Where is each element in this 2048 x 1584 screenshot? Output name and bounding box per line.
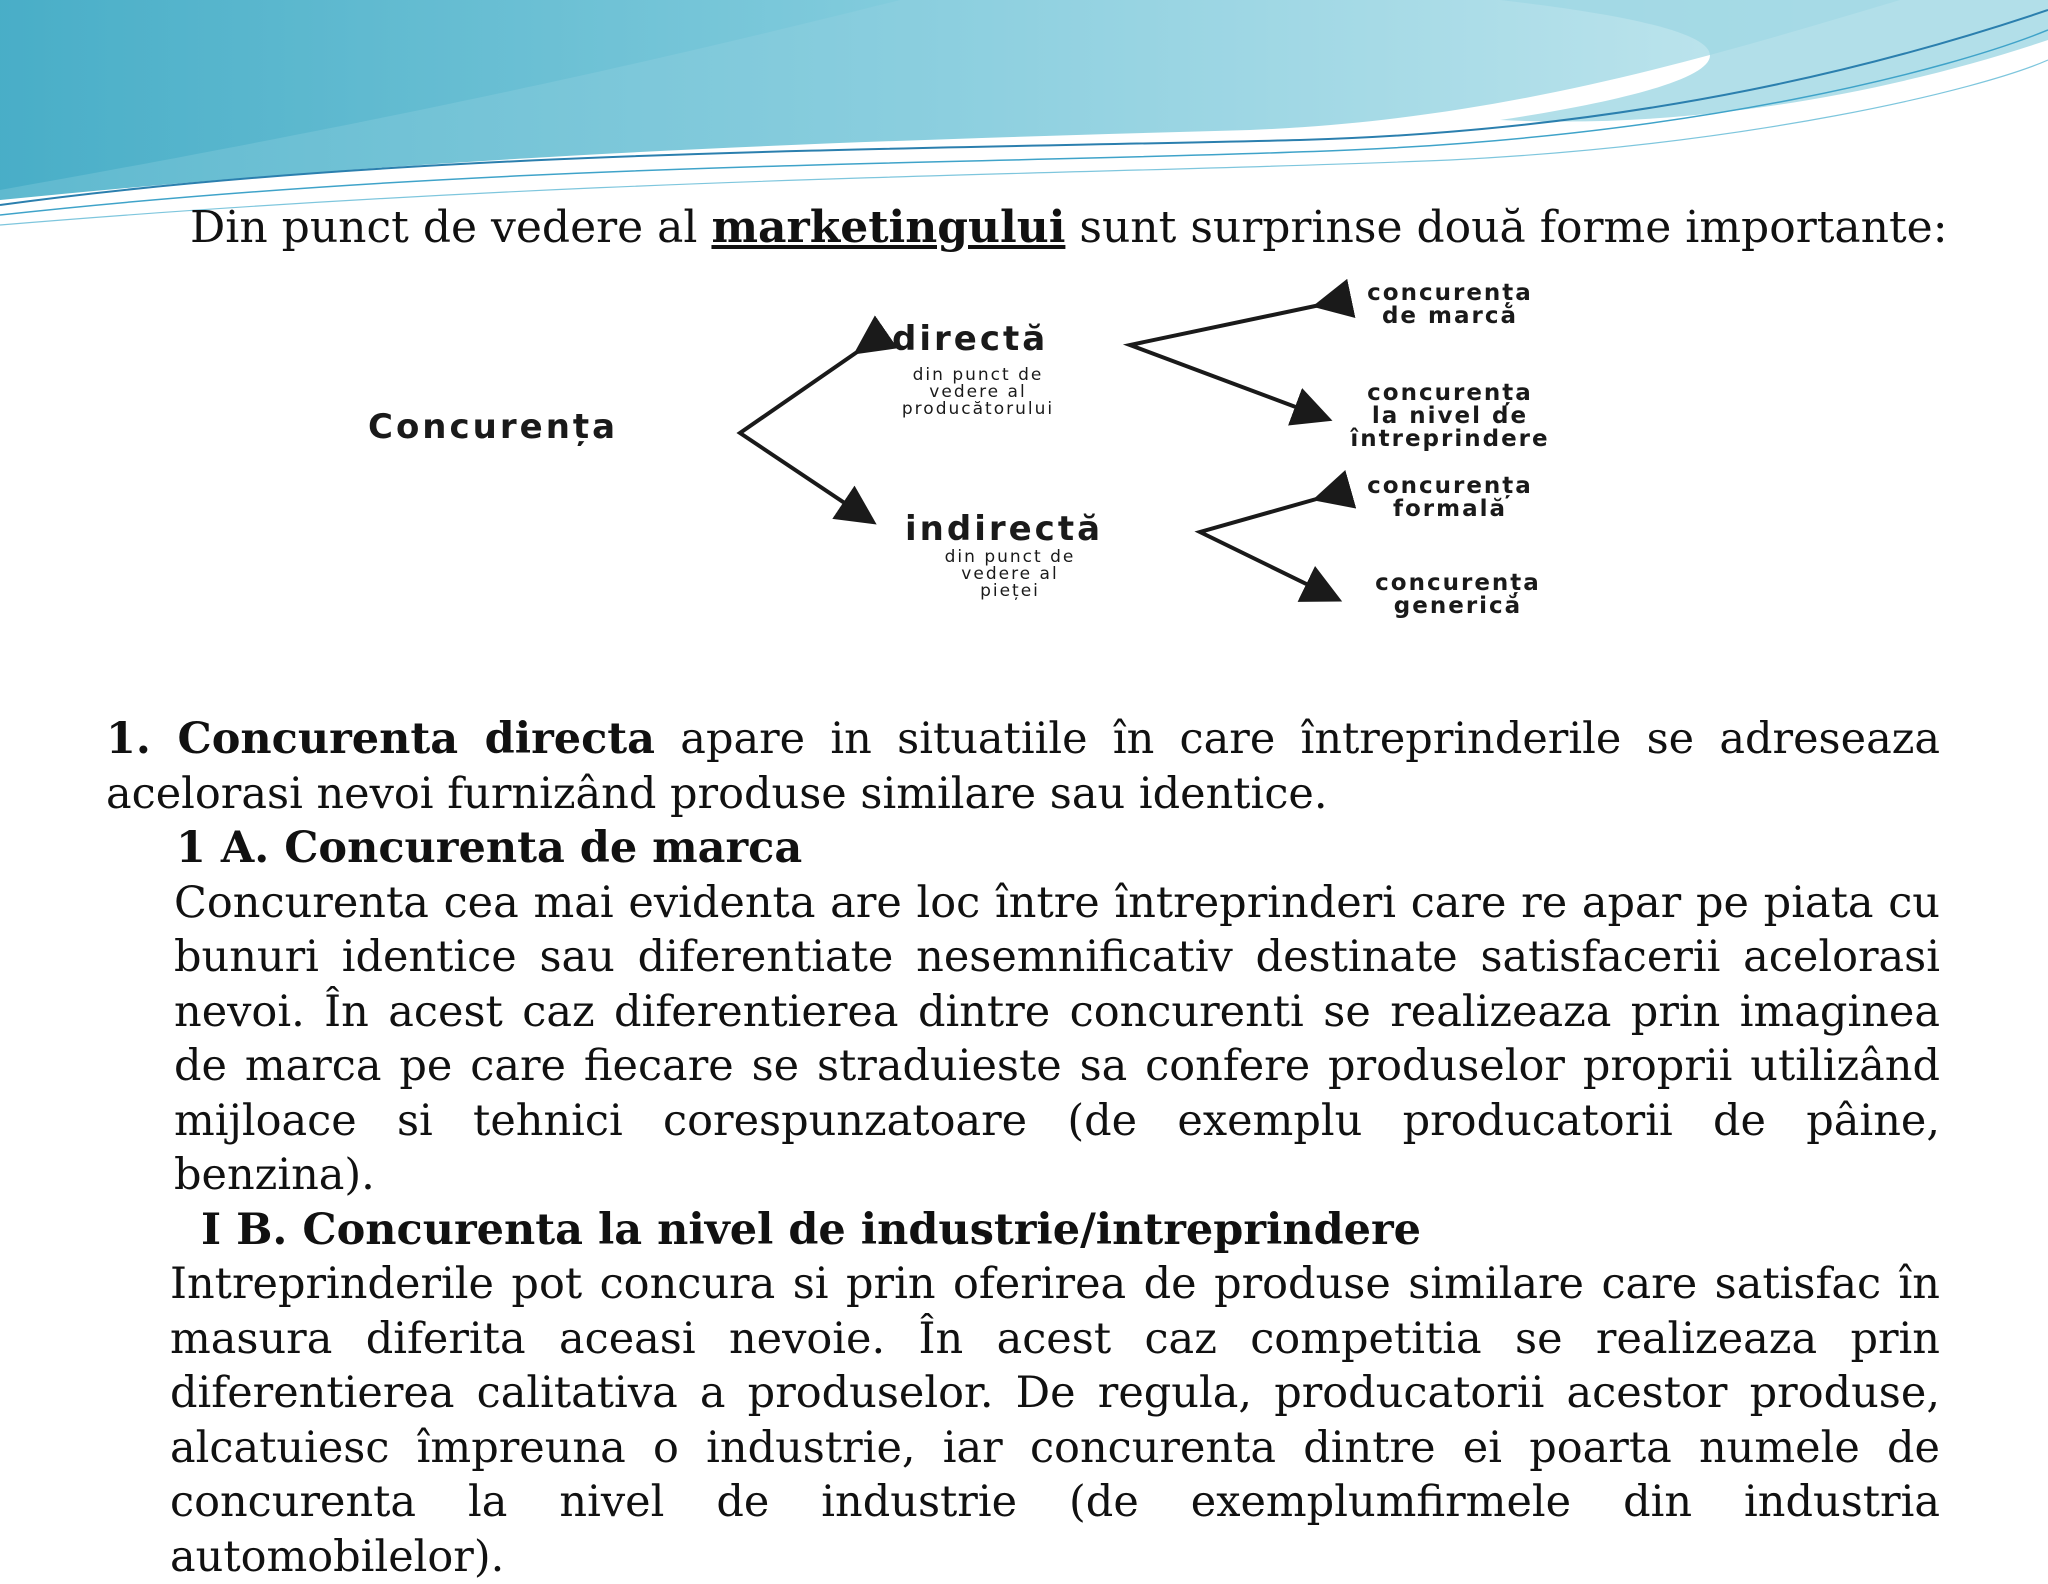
leaf-generic-line-1: concurența <box>1375 570 1541 596</box>
competition-tree-diagram <box>360 270 1680 640</box>
direct-sub-line-3: producătorului <box>901 399 1055 419</box>
text-industry-competition: Intreprinderile pot concura si prin oferirea de produse similare care satisfac în masura diferita aceasi nevoie. În acest caz competitia se realizeaza prin diferentierea calitativa a produselor. De regula, producatorii acestor produse, alcatuiesc împreuna o industrie, iar concurenta dintre ei poarta numele de concurenta la nivel de industrie (de exemplumfirmele din industria automobilelor). <box>170 1259 1940 1582</box>
leaf-enterprise-line-3: întreprindere <box>1350 426 1550 452</box>
direct-branch-arrows <box>1130 305 1325 418</box>
direct-sub-line-2: vedere al <box>929 382 1027 402</box>
indirect-sub-line-2: vedere al <box>961 564 1059 584</box>
intro-text-after: sunt surprinse două forme importante: <box>1065 202 1948 253</box>
heading-brand-competition: 1 A. Concurenta de marca <box>176 823 803 873</box>
leaf-enterprise-line-1: concurența <box>1367 380 1533 406</box>
indirect-label: indirectă <box>905 509 1104 549</box>
indirect-branch-arrows <box>1200 498 1335 598</box>
heading-direct-competition: 1. Concurenta directa <box>106 714 656 764</box>
direct-label: directă <box>892 319 1049 359</box>
leaf-brand-line-1: concurența <box>1367 280 1533 306</box>
leaf-formal-line-2: formală <box>1392 496 1508 522</box>
heading-industry-competition: I B. Concurenta la nivel de industrie/intreprindere <box>201 1204 1422 1255</box>
indirect-sub-line-3: pieței <box>980 581 1040 601</box>
text-brand-competition: Concurenta cea mai evidenta are loc între întreprinderi care re apar pe piata cu bunuri identice sau diferentiate nesemnificativ destinate satisfacerii acelorasi nevoi. În acest caz diferentierea dintre concurenti se realizeaza prin imaginea de marca pe care fiecare se straduieste sa confere produselor proprii utilizând mijloace si tehnici corespunzatoare (de exemplu producatorii de pâine, benzina). <box>174 877 1940 1200</box>
intro-sentence <box>190 200 1990 256</box>
leaf-enterprise-line-2: la nivel de <box>1371 403 1529 429</box>
intro-text-before: Din punct de vedere al <box>190 202 712 253</box>
leaf-generic-line-2: generică <box>1393 593 1523 619</box>
intro-emphasis-marketing: marketingului <box>711 202 1066 253</box>
main-body-text <box>106 712 1940 1584</box>
indirect-sub-line-1: din punct de <box>944 547 1076 567</box>
paragraph-direct-competition <box>106 712 1940 821</box>
leaf-brand-line-2: de marcă <box>1381 303 1519 329</box>
diagram-root-label: Concurența <box>368 407 619 447</box>
direct-sub-line-1: din punct de <box>912 365 1044 385</box>
text-direct-competition: apare in situatiile în care întreprinderile se adreseaza acelorasi nevoi furnizând produse similare sau identice. <box>106 714 1940 819</box>
leaf-formal-line-1: concurența <box>1367 473 1533 499</box>
root-branch-arrows <box>740 350 870 520</box>
